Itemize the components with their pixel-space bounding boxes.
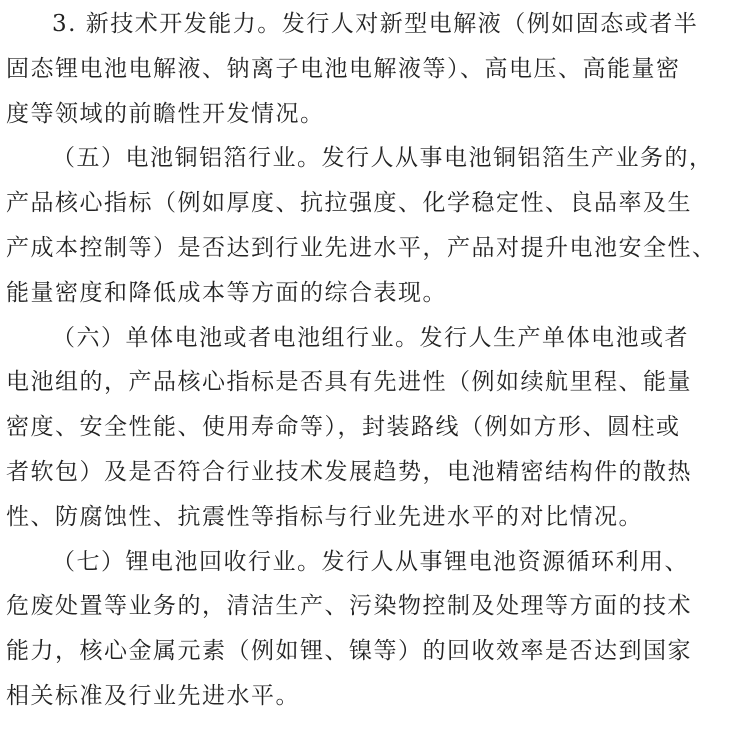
text-line: 电池组的，产品核心指标是否具有先进性（例如续航里程、能量 bbox=[6, 369, 692, 396]
paragraph-battery-recycling bbox=[0, 540, 754, 719]
paragraph-battery-cell bbox=[0, 316, 754, 540]
text-line: （七）锂电池回收行业。发行人从事锂电池资源循环利用、 bbox=[52, 548, 689, 575]
text-line: （六）单体电池或者电池组行业。发行人生产单体电池或者 bbox=[52, 324, 689, 351]
paragraph-copper-aluminum-foil bbox=[0, 136, 754, 315]
text-line: 者软包）及是否符合行业技术发展趋势，电池精密结构件的散热 bbox=[6, 458, 692, 485]
text-line: （五）电池铜铝箔行业。发行人从事电池铜铝箔生产业务的， bbox=[52, 145, 714, 172]
text-line: 产成本控制等）是否达到行业先进水平，产品对提升电池安全性、 bbox=[6, 234, 717, 261]
text-line: 度等领域的前瞻性开发情况。 bbox=[6, 100, 325, 127]
text-line: 产品核心指标（例如厚度、抗拉强度、化学稳定性、良品率及生 bbox=[6, 190, 692, 217]
text-line: 3. 新技术开发能力。发行人对新型电解液（例如固态或者半 bbox=[52, 11, 699, 37]
text-line: 能量密度和降低成本等方面的综合表现。 bbox=[6, 279, 447, 306]
text-line: 能力，核心金属元素（例如锂、镍等）的回收效率是否达到国家 bbox=[6, 638, 692, 665]
text-line: 相关标准及行业先进水平。 bbox=[6, 682, 300, 709]
text-line: 固态锂电池电解液、钠离子电池电解液等）、高电压、高能量密 bbox=[6, 55, 681, 82]
text-line: 性、防腐蚀性、抗震性等指标与行业先进水平的对比情况。 bbox=[6, 503, 643, 530]
text-line: 危废处置等业务的，清洁生产、污染物控制及处理等方面的技术 bbox=[6, 593, 692, 620]
text-line: 密度、安全性能、使用寿命等），封装路线（例如方形、圆柱或 bbox=[6, 414, 681, 441]
paragraph-new-tech bbox=[0, 2, 754, 136]
